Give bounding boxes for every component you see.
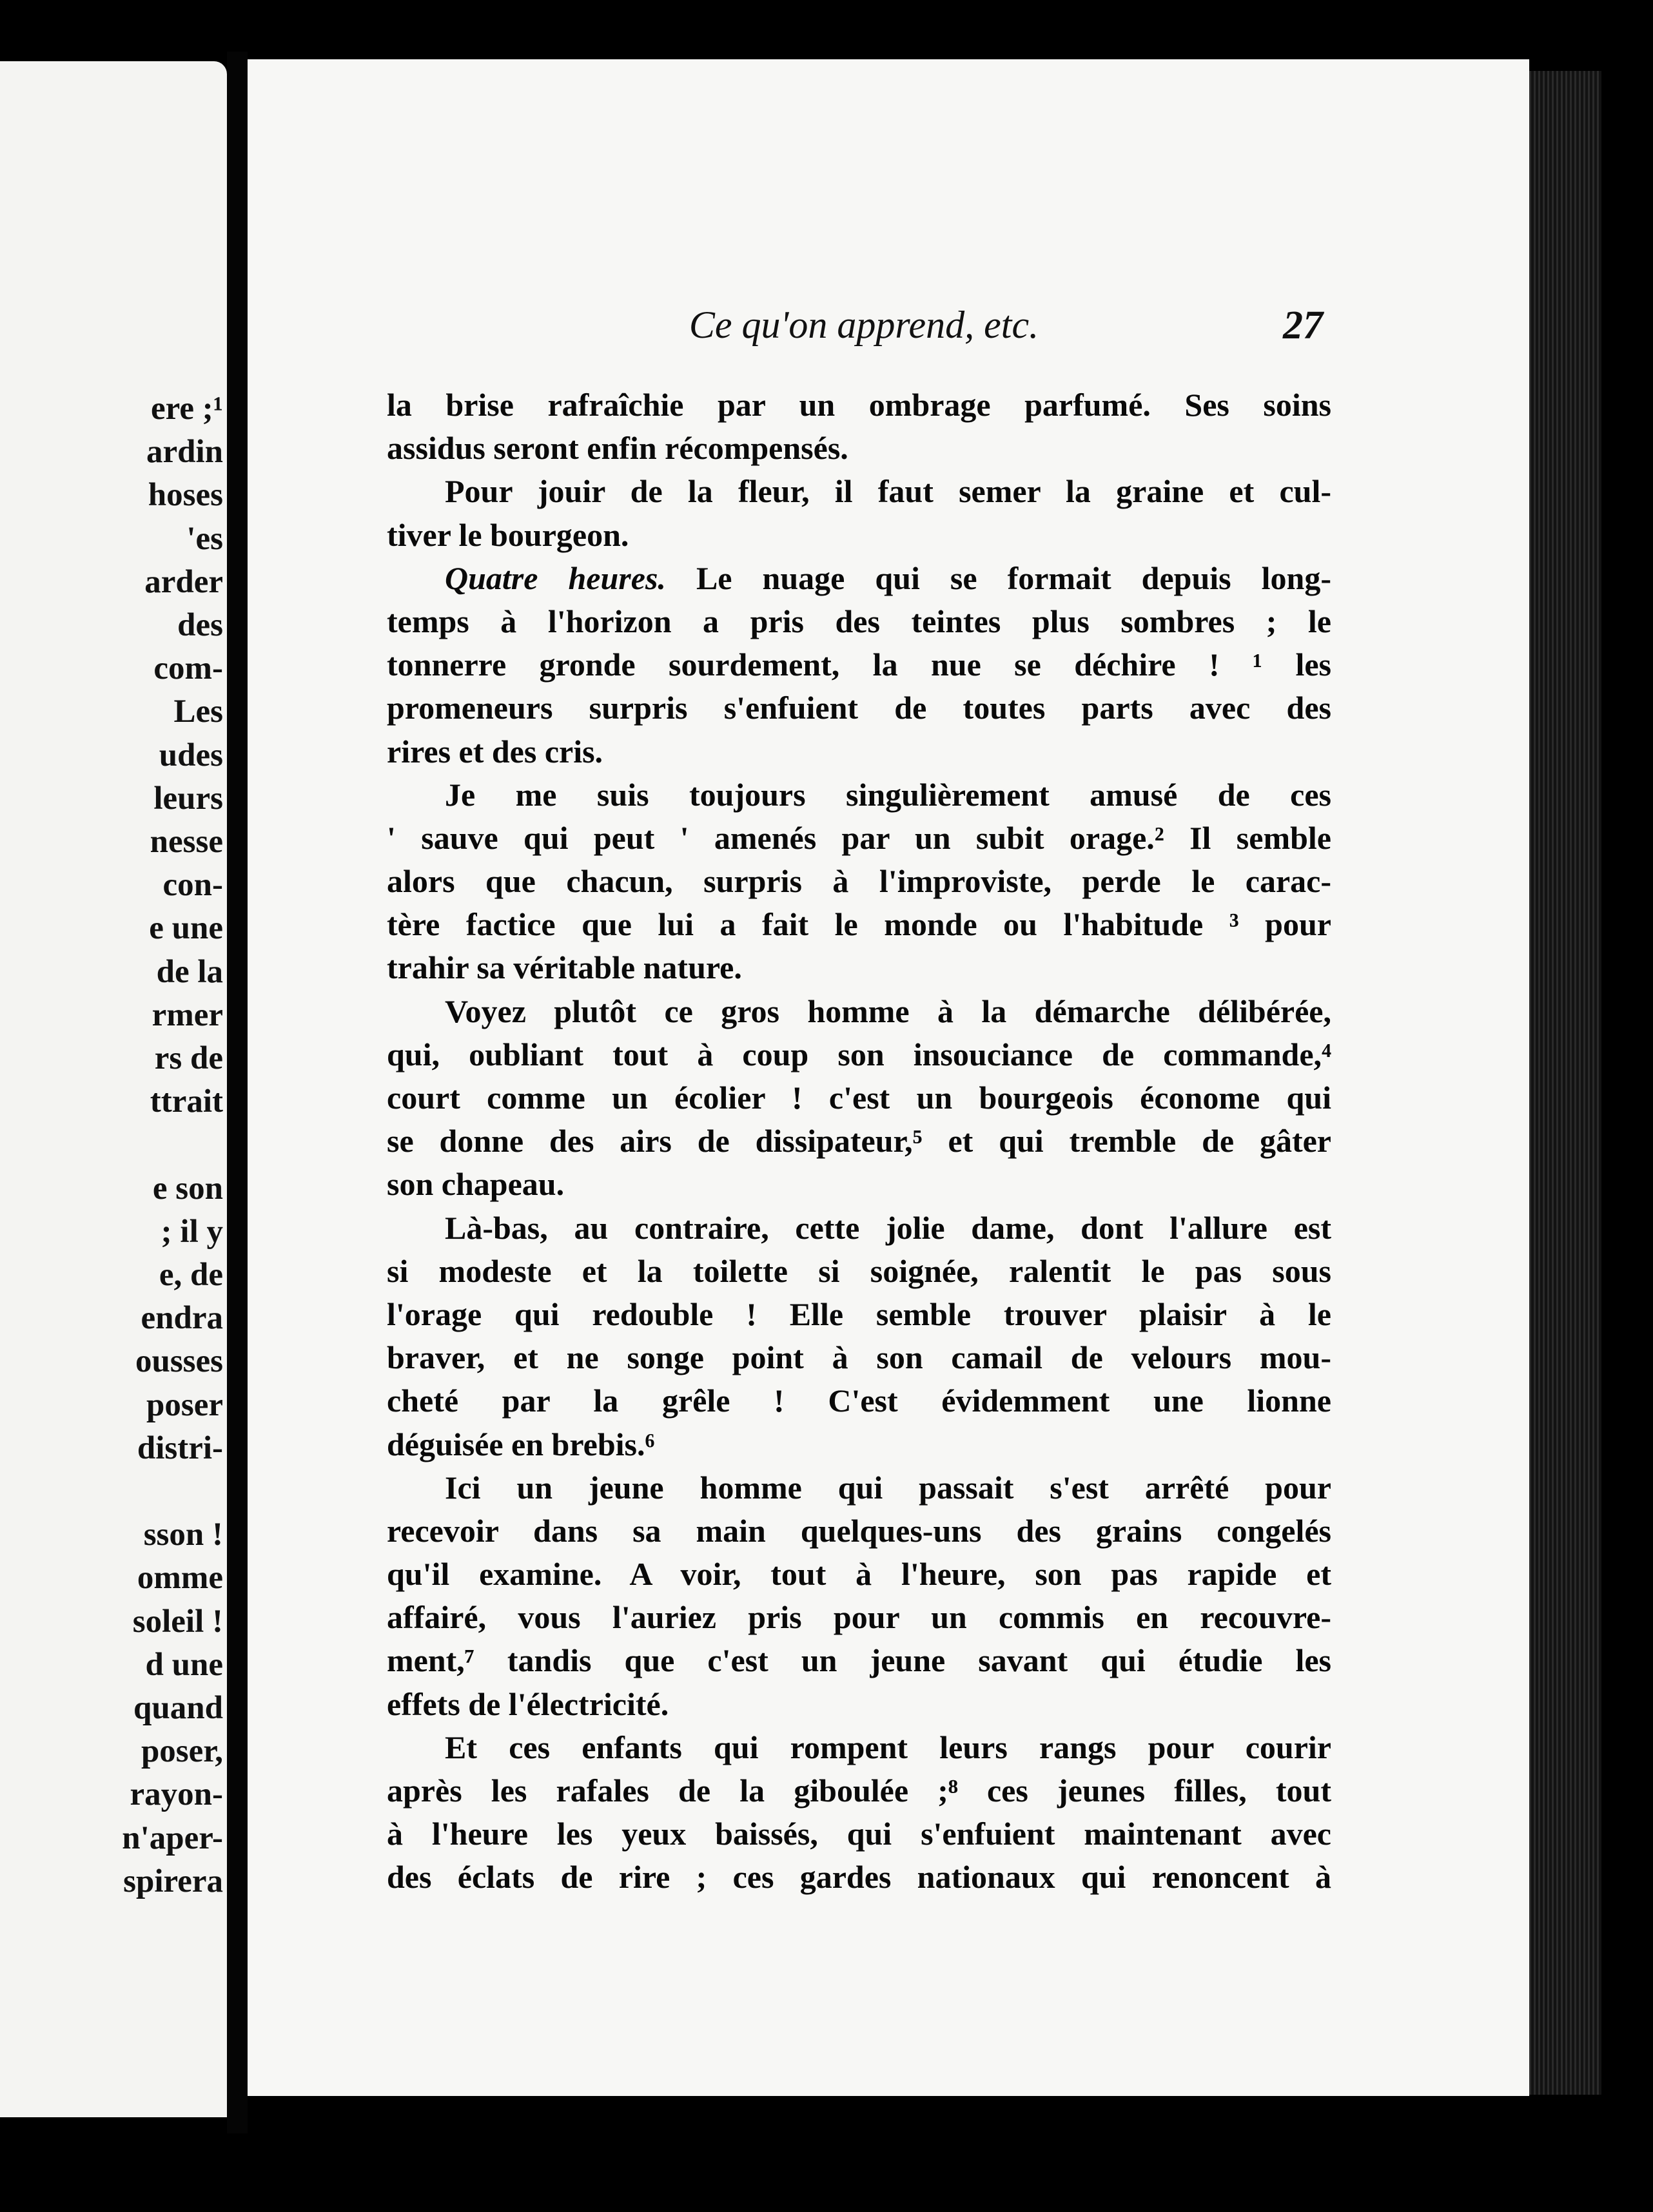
paragraph xyxy=(387,383,1331,470)
text-line: trahir sa véritable nature. xyxy=(387,949,742,986)
left-page-fragment: e, de xyxy=(159,1257,223,1293)
text-line: effets de l'électricité. xyxy=(387,1685,669,1722)
text-line: Et ces enfants qui rompent leurs rangs pour courir xyxy=(445,1729,1331,1765)
left-page-fragment: poser, xyxy=(141,1733,223,1770)
left-page-fragment: omme xyxy=(137,1560,223,1596)
running-head: Ce qu'on apprend, etc. xyxy=(689,304,1039,346)
page-edges xyxy=(1529,71,1601,2095)
paragraph xyxy=(387,773,1331,990)
text-line: promeneurs surpris s'enfuient de toutes parts avec des xyxy=(387,690,1331,726)
text-line: court comme un écolier ! c'est un bourgeois économe qui xyxy=(387,1080,1331,1116)
text-line: alors que chacun, surpris à l'improviste, perde le carac- xyxy=(387,863,1331,900)
text-line: qu'il examine. A voir, tout à l'heure, son pas rapide et xyxy=(387,1556,1331,1593)
left-page-fragment: arder xyxy=(144,563,223,600)
text-line: recevoir dans sa main quelques-uns des grains congelés xyxy=(387,1512,1331,1549)
left-page-fragment: ardin xyxy=(146,434,223,471)
text-line: qui, oubliant tout à coup son insouciance de commande,⁴ xyxy=(387,1036,1331,1072)
paragraph xyxy=(387,557,1331,773)
text-line: assidus seront enfin récompensés. xyxy=(387,430,848,467)
left-page-fragment: endra xyxy=(141,1300,223,1337)
text-line: cheté par la grêle ! C'est évidemment une lionne xyxy=(387,1382,1331,1419)
text-line: se donne des airs de dissipateur,⁵ et qui tremble de gâter xyxy=(387,1123,1331,1159)
left-page-fragment: rmer xyxy=(152,996,223,1033)
text-line: des éclats de rire ; ces gardes nationaux qui renoncent à xyxy=(387,1859,1331,1896)
text-line: si modeste et la toilette si soignée, ralentit le pas sous xyxy=(387,1252,1331,1289)
left-page-fragment: ousses xyxy=(135,1343,223,1380)
text-line: temps à l'horizon a pris des teintes plus sombres ; le xyxy=(387,603,1331,639)
text-line: Pour jouir de la fleur, il faut semer la graine et cul- xyxy=(445,473,1331,510)
left-page-fragment: d une xyxy=(145,1646,223,1683)
left-page-fragment: e une xyxy=(149,910,223,947)
left-page-fragment: distri- xyxy=(137,1430,223,1466)
paragraph xyxy=(387,990,1331,1207)
text-line: rires et des cris. xyxy=(387,733,603,770)
left-page-fragment: rs de xyxy=(154,1040,223,1076)
left-page-fragment: rayon- xyxy=(130,1776,223,1813)
text-line: la brise rafraîchie par un ombrage parfumé. Ses soins xyxy=(387,387,1331,423)
left-page-fragment: quand xyxy=(133,1690,223,1726)
paragraph xyxy=(387,470,1331,556)
text-line: tonnerre gronde sourdement, la nue se déchire ! ¹ les xyxy=(387,646,1331,683)
text-line: l'orage qui redouble ! Elle semble trouver plaisir à le xyxy=(387,1295,1331,1332)
left-page-fragment: ; il y xyxy=(161,1213,223,1250)
section-time-heading: Quatre heures. xyxy=(445,559,696,596)
text-line: après les rafales de la giboulée ;⁸ ces jeunes filles, tout xyxy=(387,1772,1331,1809)
text-line: Ici un jeune homme qui passait s'est arrêté pour xyxy=(445,1469,1331,1506)
paragraph xyxy=(387,1466,1331,1726)
left-page-fragment: de la xyxy=(156,953,223,990)
left-page-fragment: e son xyxy=(152,1170,223,1207)
paragraph xyxy=(387,1726,1331,1899)
text-line xyxy=(387,557,1331,600)
left-page-fragment: nesse xyxy=(150,824,223,860)
text-line: son chapeau. xyxy=(387,1166,565,1203)
left-page-fragment: sson ! xyxy=(143,1517,223,1553)
text-line: affairé, vous l'auriez pris pour un commis en recouvre- xyxy=(387,1599,1331,1636)
left-page-fragment: des xyxy=(177,607,223,643)
text-line: braver, et ne songe point à son camail de velours mou- xyxy=(387,1339,1331,1376)
left-page-fragment: ere ;¹ xyxy=(150,391,223,427)
text-line: ' sauve qui peut ' amenés par un subit orage.² Il semble xyxy=(387,819,1331,856)
text-line: ment,⁷ tandis que c'est un jeune savant qui étudie les xyxy=(387,1642,1331,1679)
left-page-fragment: hoses xyxy=(148,477,223,514)
left-page-fragment: udes xyxy=(159,737,223,773)
body-text xyxy=(387,383,1331,1899)
left-page-fragment: 'es xyxy=(186,520,223,557)
line-text: Le nuage qui se formait depuis long- xyxy=(696,559,1331,596)
left-page-fragment: leurs xyxy=(153,780,223,817)
left-page-fragment: soleil ! xyxy=(132,1603,223,1640)
text-line: Je me suis toujours singulièrement amusé de ces xyxy=(445,776,1331,813)
left-page-fragment: poser xyxy=(146,1386,223,1423)
text-line: à l'heure les yeux baissés, qui s'enfuient maintenant avec xyxy=(387,1816,1331,1852)
page-number: 27 xyxy=(1283,304,1323,347)
text-line: tère factice que lui a fait le monde ou l'habitude ³ pour xyxy=(387,906,1331,943)
left-page-fragment: spirera xyxy=(123,1863,223,1899)
text-line: tiver le bourgeon. xyxy=(387,516,629,553)
paragraph xyxy=(387,1207,1331,1466)
left-page-fragment: Les xyxy=(173,694,223,730)
book-gutter xyxy=(227,52,248,2133)
text-line: Là-bas, au contraire, cette jolie dame, dont l'allure est xyxy=(445,1209,1331,1246)
left-page-fragment: n'aper- xyxy=(122,1819,223,1856)
text-line: Voyez plutôt ce gros homme à la démarche délibérée, xyxy=(445,993,1331,1029)
left-page-fragment: ttrait xyxy=(150,1083,223,1120)
left-page-fragment: con- xyxy=(162,867,223,904)
left-page-fragment: com- xyxy=(153,650,223,687)
left-page xyxy=(0,61,227,2117)
text-line: déguisée en brebis.⁶ xyxy=(387,1426,655,1462)
